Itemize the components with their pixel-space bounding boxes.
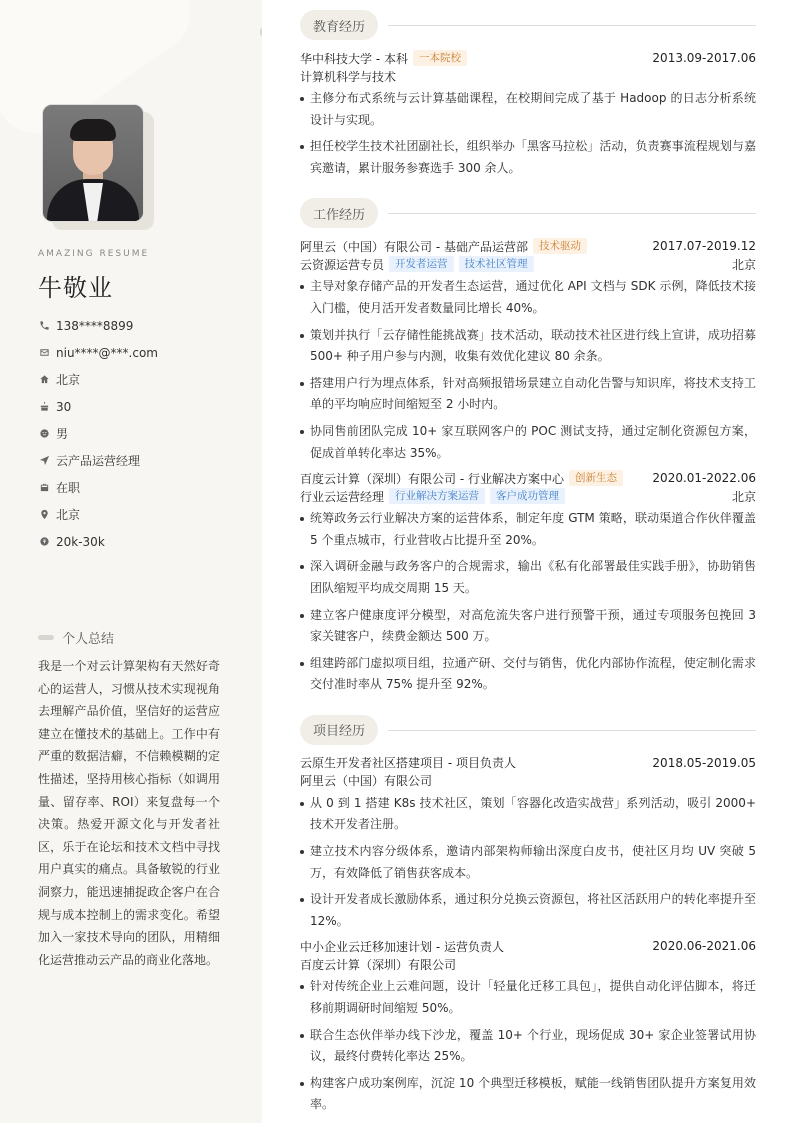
list-item: 组建跨部门虚拟项目组，拉通产研、交付与销售，优化内部协作流程，使定制化需求交付准时率从 75% 提升至 92%。 xyxy=(300,653,756,696)
list-item: 主修分布式系统与云计算基础课程，在校期间完成了基于 Hadoop 的日志分析系统设计与实现。 xyxy=(300,88,756,131)
cake-icon xyxy=(38,401,50,413)
project-date: 2020.06-2021.06 xyxy=(652,939,756,954)
list-item: 建立客户健康度评分模型，对高危流失客户进行预警干预，通过专项服务包挽回 3 家关键客户，续费金额达 500 万。 xyxy=(300,605,756,648)
candidate-name: 牛敬业 xyxy=(38,274,113,302)
project-org-row xyxy=(300,955,756,973)
list-item: 设计开发者成长激励体系，通过积分兑换云资源包，将社区活跃用户的转化率提升至 12%。 xyxy=(300,889,756,932)
job-date: 2020.01-2022.06 xyxy=(652,471,756,486)
project-org: 阿里云（中国）有限公司 xyxy=(300,774,433,789)
section-divider xyxy=(388,213,756,214)
school-name: 华中科技大学 - 本科 xyxy=(300,51,408,66)
decoration-dot xyxy=(260,28,262,36)
info-text: 在职 xyxy=(56,481,81,495)
gender-icon xyxy=(38,428,50,440)
mail-icon xyxy=(38,347,50,359)
job-city: 北京 xyxy=(731,257,756,272)
phone-icon xyxy=(38,320,50,332)
info-status xyxy=(38,474,158,501)
role-tag: 开发者运营 xyxy=(389,256,454,272)
project-name: 云原生开发者社区搭建项目 - 项目负责人 xyxy=(300,756,516,771)
send-icon xyxy=(38,455,50,467)
info-text: 北京 xyxy=(56,373,81,387)
company-tag: 技术驱动 xyxy=(533,238,587,254)
info-email xyxy=(38,339,158,366)
school-tag: 一本院校 xyxy=(413,50,467,66)
info-gender xyxy=(38,420,158,447)
section-divider xyxy=(388,730,756,731)
list-item: 协同售前团队完成 10+ 家互联网客户的 POC 测试支持，通过定制化资源包方案，促成首单转化率达 35%。 xyxy=(300,421,756,464)
job-role: 云资源运营专员 xyxy=(300,257,385,272)
section-divider xyxy=(388,25,756,26)
job-role-row xyxy=(300,487,756,505)
location-pin-icon xyxy=(38,509,50,521)
list-item: 从 0 到 1 搭建 K8s 技术社区，策划「容器化改造实战营」系列活动，吸引 2000+ 技术开发者注册。 xyxy=(300,793,756,836)
project-name: 中小企业云迁移加速计划 - 运营负责人 xyxy=(300,939,504,954)
project-row xyxy=(300,937,756,955)
info-text: 30 xyxy=(56,399,72,414)
home-icon xyxy=(38,374,50,386)
info-text: 云产品运营经理 xyxy=(56,454,141,468)
main-content xyxy=(300,10,756,1121)
job-bullets xyxy=(300,508,756,696)
major: 计算机科学与技术 xyxy=(300,69,397,84)
list-item: 搭建用户行为埋点体系，针对高频报错场景建立自动化告警与知识库，将技术支持工单的平均响应时间缩短至 2 小时内。 xyxy=(300,373,756,416)
education-bullets xyxy=(300,88,756,179)
list-item: 主导对象存储产品的开发者生态运营，通过优化 API 文档与 SDK 示例，降低技术接入门槛，使月活开发者数量同比增长 40%。 xyxy=(300,276,756,319)
avatar-photo xyxy=(42,104,144,222)
sidebar xyxy=(0,0,262,1123)
projects-section-header xyxy=(300,715,756,745)
work-section-title: 工作经历 xyxy=(300,198,378,228)
job-bullets xyxy=(300,276,756,464)
salary-icon xyxy=(38,536,50,548)
info-salary xyxy=(38,528,158,555)
role-tag: 行业解决方案运营 xyxy=(389,488,485,504)
info-age xyxy=(38,393,158,420)
project-bullets xyxy=(300,793,756,933)
education-section-header xyxy=(300,10,756,40)
project-bullets xyxy=(300,976,756,1116)
list-item: 建立技术内容分级体系，邀请内部架构师输出深度白皮书，使社区月均 UV 突破 5 万，有效降低了销售获客成本。 xyxy=(300,841,756,884)
project-org-row xyxy=(300,772,756,790)
job-company-row xyxy=(300,237,756,255)
job-company: 阿里云（中国）有限公司 - 基础产品运营部 xyxy=(300,239,528,254)
job-company-row xyxy=(300,469,756,487)
avatar xyxy=(42,104,154,230)
resume-label: AMAZING RESUME xyxy=(38,249,150,259)
info-text: niu****@***.com xyxy=(56,345,158,360)
project-date: 2018.05-2019.05 xyxy=(652,755,756,770)
job-company: 百度云计算（深圳）有限公司 - 行业解决方案中心 xyxy=(300,471,564,486)
education-date: 2013.09-2017.06 xyxy=(652,51,756,65)
info-text: 男 xyxy=(56,427,69,441)
list-item: 深入调研金融与政务客户的合规需求，输出《私有化部署最佳实践手册》，协助销售团队缩短平均成交周期 15 天。 xyxy=(300,556,756,599)
list-item: 担任校学生技术社团副社长，组织举办「黑客马拉松」活动，负责赛事流程规划与嘉宾邀请，累计服务参赛选手 300 余人。 xyxy=(300,136,756,179)
info-text: 北京 xyxy=(56,508,81,522)
list-item: 策划并执行「云存储性能挑战赛」技术活动，联动技术社区进行线上宣讲，成功招募 500+ 种子用户参与内测，收集有效优化建议 80 余条。 xyxy=(300,325,756,368)
job-city: 北京 xyxy=(731,489,756,504)
job-role-row xyxy=(300,255,756,273)
summary-heading xyxy=(38,628,114,647)
job-date: 2017.07-2019.12 xyxy=(652,239,756,254)
info-text: 20k-30k xyxy=(56,534,105,549)
list-item: 联合生态伙伴举办线下沙龙，覆盖 10+ 个行业，现场促成 30+ 家企业签署试用协议，最终付费转化率达 25%。 xyxy=(300,1025,756,1068)
summary-heading-bar xyxy=(38,635,54,640)
role-tag: 客户成功管理 xyxy=(490,488,565,504)
list-item: 构建客户成功案例库，沉淀 10 个典型迁移模板，赋能一线销售团队提升方案复用效率。 xyxy=(300,1073,756,1116)
education-row xyxy=(300,49,756,67)
list-item: 统筹政务云行业解决方案的运营体系，制定年度 GTM 策略，联动渠道合作伙伴覆盖 5 个重点城市，行业营收占比提升至 20%。 xyxy=(300,508,756,551)
list-item: 针对传统企业上云难问题，设计「轻量化迁移工具包」，提供自动化评估脚本，将迁移前期调研时间缩短 50%。 xyxy=(300,976,756,1019)
info-location xyxy=(38,501,158,528)
work-section-header xyxy=(300,198,756,228)
info-city xyxy=(38,366,158,393)
summary-text: 我是一个对云计算架构有天然好奇心的运营人，习惯从技术实现视角去理解产品价值，坚信好的运营应建立在懂技术的基础上。工作中有严重的数据洁癖，不信赖模糊的定性描述，坚持用核心指标（如调用量、留存率、ROI）来复盘每一个决策。热爱开源文化与开发者社区，乐于在论坛和技术文档中寻找用户真实的痛点。具备敏锐的行业洞察力，能迅速捕捉政企客户在合规与成本控制上的需求变化。希望加入一家技术导向的团队，用精细化运营推动云产品的商业化落地。 xyxy=(38,659,220,967)
briefcase-icon xyxy=(38,482,50,494)
major-row xyxy=(300,67,756,85)
contact-info-list xyxy=(38,312,158,555)
info-phone xyxy=(38,312,158,339)
project-row xyxy=(300,754,756,772)
info-position xyxy=(38,447,158,474)
projects-section-title: 项目经历 xyxy=(300,715,378,745)
summary-title: 个人总结 xyxy=(62,632,115,647)
role-tag: 技术社区管理 xyxy=(459,256,534,272)
job-role: 行业云运营经理 xyxy=(300,489,385,504)
info-text: 138****8899 xyxy=(56,318,134,333)
project-org: 百度云计算（深圳）有限公司 xyxy=(300,957,457,972)
education-section-title: 教育经历 xyxy=(300,10,378,40)
company-tag: 创新生态 xyxy=(569,470,623,486)
